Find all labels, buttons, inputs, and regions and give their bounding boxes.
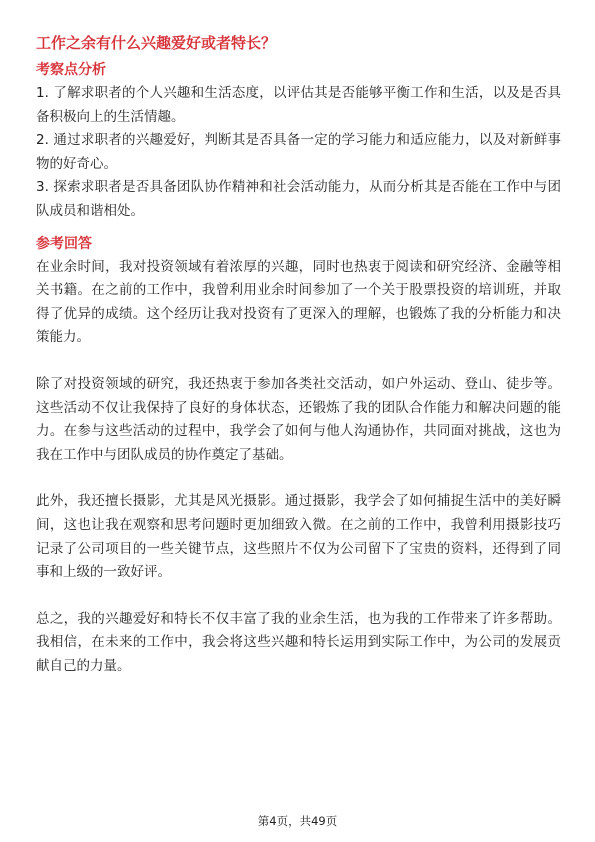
question-title: 工作之余有什么兴趣爱好或者特长？ [36, 34, 277, 52]
answer-paragraph-2: 除了对投资领域的研究，我还热衷于参加各类社交活动，如户外运动、登山、徒步等。这些活动不仅让我保持了良好的身体状态，还锻炼了我的团队合作能力和解决问题的能力。在参与这些活动的过程中，我学会了如何与他人沟通协作，共同面对挑战，这也为我在工作中与团队成员的协作奠定了基础。 [36, 375, 561, 463]
analysis-heading: 考察点分析 [36, 62, 106, 78]
page-number-footer: 第4页，共49页 [257, 814, 338, 828]
answer-paragraph-4: 总之，我的兴趣爱好和特长不仅丰富了我的业余生活，也为我的工作带来了许多帮助。我相信，在未来的工作中，我会将这些兴趣和特长运用到实际工作中，为公司的发展贡献自己的力量。 [36, 610, 561, 674]
answer-body [36, 256, 561, 679]
page-content [36, 32, 561, 678]
answer-paragraph-3: 此外，我还擅长摄影，尤其是风光摄影。通过摄影，我学会了如何捕捉生活中的美好瞬间，这也让我在观察和思考问题时更加细致入微。在之前的工作中，我曾利用摄影技巧记录了公司项目的一些关键节点，这些照片不仅为公司留下了宝贵的资料，还得到了同事和上级的一致好评。 [36, 493, 561, 581]
analysis-item-2: 2. 通过求职者的兴趣爱好，判断其是否具备一定的学习能力和适应能力，以及对新鲜事物的好奇心。 [36, 132, 561, 172]
answer-heading: 参考回答 [36, 235, 92, 252]
analysis-item-1: 1. 了解求职者的个人兴趣和生活态度，以评估其是否能够平衡工作和生活，以及是否具备积极向上的生活情趣。 [36, 85, 561, 125]
answer-paragraph-1: 在业余时间，我对投资领域有着浓厚的兴趣，同时也热衷于阅读和研究经济、金融等相关书籍。在之前的工作中，我曾利用业余时间参加了一个关于股票投资的培训班，并取得了优异的成绩。这个经历让我对投资有了更深入的理解，也锻炼了我的分析能力和决策能力。 [36, 258, 561, 346]
analysis-item-3: 3. 探索求职者是否具备团队协作精神和社会活动能力，从而分析其是否能在工作中与团队成员和谐相处。 [36, 179, 561, 219]
analysis-list [36, 82, 561, 224]
